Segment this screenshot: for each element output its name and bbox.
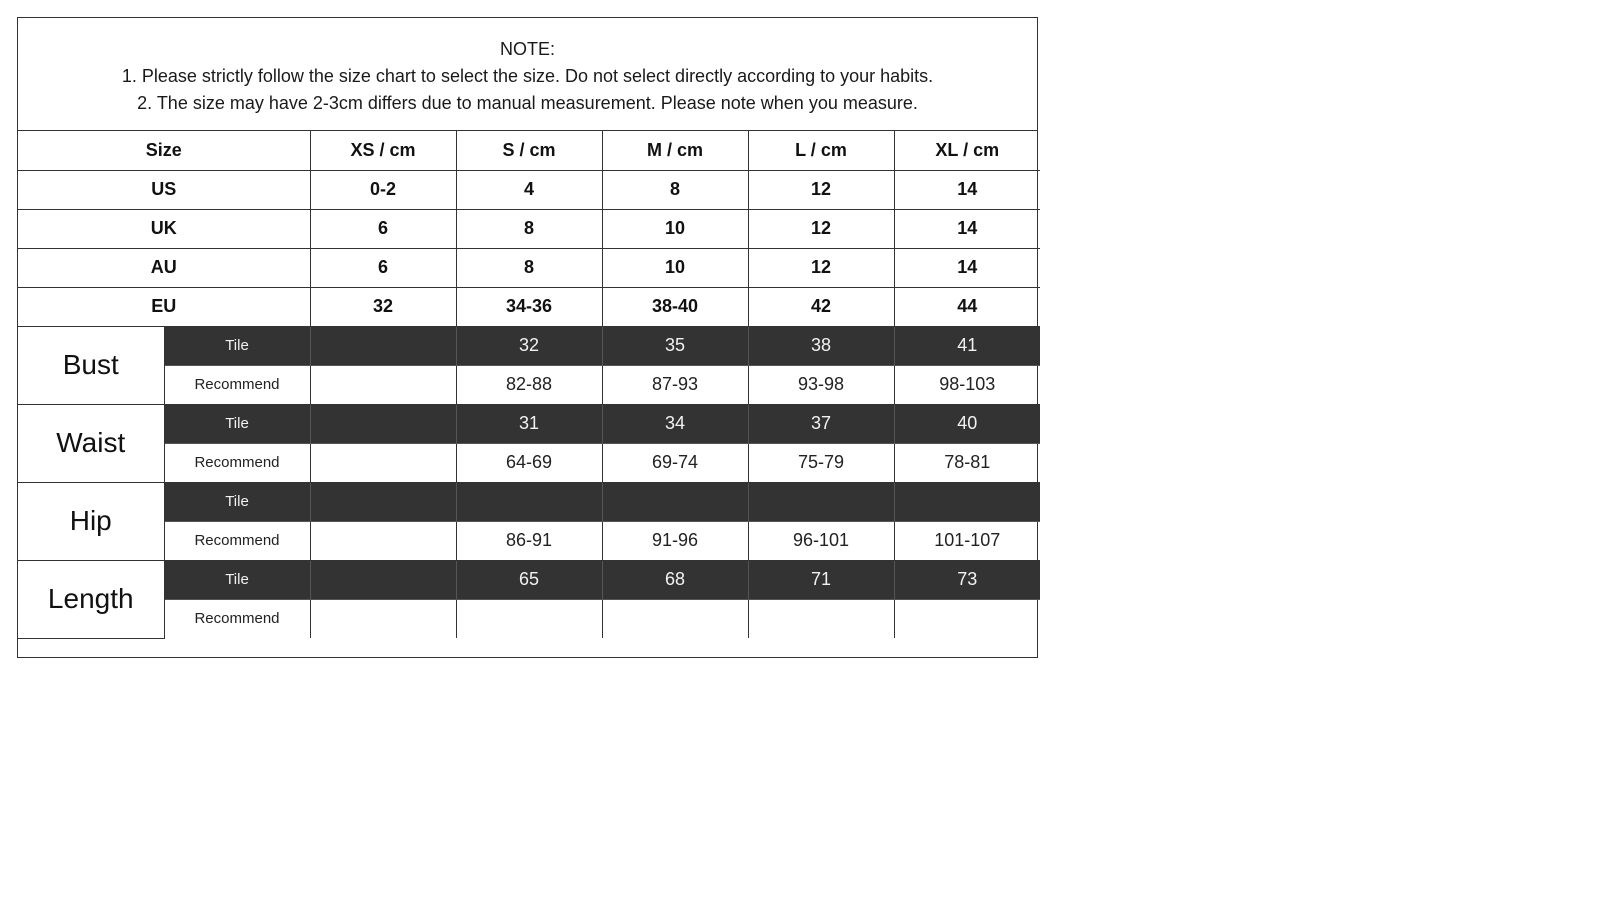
tile-cell: 31 <box>456 404 602 443</box>
tile-cell: 40 <box>894 404 1040 443</box>
recommend-cell: 91-96 <box>602 521 748 560</box>
note-line-1: 1. Please strictly follow the size chart to select the size. Do not select directly according to your habits. <box>121 66 934 86</box>
conversion-cell: 8 <box>456 248 602 287</box>
recommend-cell: 86-91 <box>456 521 602 560</box>
tile-cell <box>602 482 748 521</box>
note-title: NOTE: <box>499 39 555 59</box>
conversion-row-uk <box>18 209 1040 248</box>
measurement-name-bust: Bust <box>18 326 164 404</box>
recommend-cell <box>602 599 748 638</box>
conversion-label: EU <box>18 287 310 326</box>
waist-tile-row <box>18 404 1040 443</box>
bust-recommend-row <box>18 365 1040 404</box>
conversion-cell: 10 <box>602 209 748 248</box>
conversion-cell: 8 <box>456 209 602 248</box>
conversion-cell: 44 <box>894 287 1040 326</box>
tile-cell <box>310 560 456 599</box>
tile-cell: 65 <box>456 560 602 599</box>
recommend-label: Recommend <box>164 521 310 560</box>
recommend-cell <box>894 599 1040 638</box>
conversion-label: UK <box>18 209 310 248</box>
recommend-cell <box>748 599 894 638</box>
conversion-cell: 14 <box>894 209 1040 248</box>
conversion-cell: 12 <box>748 248 894 287</box>
bust-tile-row <box>18 326 1040 365</box>
recommend-cell: 96-101 <box>748 521 894 560</box>
recommend-cell <box>310 521 456 560</box>
conversion-cell: 32 <box>310 287 456 326</box>
recommend-cell: 98-103 <box>894 365 1040 404</box>
conversion-cell: 34-36 <box>456 287 602 326</box>
tile-label: Tile <box>164 560 310 599</box>
recommend-cell: 69-74 <box>602 443 748 482</box>
recommend-label: Recommend <box>164 443 310 482</box>
size-note <box>18 18 1037 131</box>
tile-cell <box>310 326 456 365</box>
conversion-cell: 0-2 <box>310 170 456 209</box>
recommend-cell <box>310 365 456 404</box>
conversion-row-eu <box>18 287 1040 326</box>
note-line-2: 2. The size may have 2-3cm differs due to manual measurement. Please note when you measure. <box>137 93 918 113</box>
column-header: S / cm <box>456 131 602 170</box>
waist-recommend-row <box>18 443 1040 482</box>
size-chart <box>17 17 1038 658</box>
tile-cell <box>456 482 602 521</box>
column-header: L / cm <box>748 131 894 170</box>
conversion-cell: 12 <box>748 209 894 248</box>
recommend-cell: 78-81 <box>894 443 1040 482</box>
recommend-cell: 64-69 <box>456 443 602 482</box>
tile-label: Tile <box>164 482 310 521</box>
conversion-cell: 6 <box>310 209 456 248</box>
recommend-cell: 93-98 <box>748 365 894 404</box>
length-recommend-row <box>18 599 1040 638</box>
tile-label: Tile <box>164 326 310 365</box>
recommend-cell: 82-88 <box>456 365 602 404</box>
conversion-cell: 12 <box>748 170 894 209</box>
tile-cell: 37 <box>748 404 894 443</box>
column-header: XS / cm <box>310 131 456 170</box>
conversion-row-us <box>18 170 1040 209</box>
recommend-cell: 101-107 <box>894 521 1040 560</box>
recommend-cell: 75-79 <box>748 443 894 482</box>
tile-cell: 38 <box>748 326 894 365</box>
hip-tile-row <box>18 482 1040 521</box>
tile-cell <box>310 482 456 521</box>
tile-cell: 73 <box>894 560 1040 599</box>
conversion-cell: 8 <box>602 170 748 209</box>
conversion-cell: 14 <box>894 248 1040 287</box>
tile-label: Tile <box>164 404 310 443</box>
column-header: M / cm <box>602 131 748 170</box>
measurement-name-waist: Waist <box>18 404 164 482</box>
conversion-cell: 42 <box>748 287 894 326</box>
tile-cell <box>894 482 1040 521</box>
tile-cell: 34 <box>602 404 748 443</box>
measurement-name-length: Length <box>18 560 164 638</box>
conversion-cell: 14 <box>894 170 1040 209</box>
length-tile-row <box>18 560 1040 599</box>
conversion-cell: 10 <box>602 248 748 287</box>
conversion-cell: 38-40 <box>602 287 748 326</box>
conversion-row-au <box>18 248 1040 287</box>
recommend-cell <box>456 599 602 638</box>
tile-cell <box>310 404 456 443</box>
tile-cell <box>748 482 894 521</box>
tile-cell: 41 <box>894 326 1040 365</box>
conversion-cell: 4 <box>456 170 602 209</box>
recommend-cell <box>310 599 456 638</box>
conversion-label: US <box>18 170 310 209</box>
size-table <box>18 131 1040 639</box>
recommend-label: Recommend <box>164 599 310 638</box>
tile-cell: 68 <box>602 560 748 599</box>
size-header: Size <box>18 131 310 170</box>
conversion-cell: 6 <box>310 248 456 287</box>
conversion-label: AU <box>18 248 310 287</box>
tile-cell: 32 <box>456 326 602 365</box>
measurement-name-hip: Hip <box>18 482 164 560</box>
tile-cell: 35 <box>602 326 748 365</box>
column-header: XL / cm <box>894 131 1040 170</box>
recommend-cell: 87-93 <box>602 365 748 404</box>
recommend-label: Recommend <box>164 365 310 404</box>
tile-cell: 71 <box>748 560 894 599</box>
header-row <box>18 131 1040 170</box>
recommend-cell <box>310 443 456 482</box>
hip-recommend-row <box>18 521 1040 560</box>
